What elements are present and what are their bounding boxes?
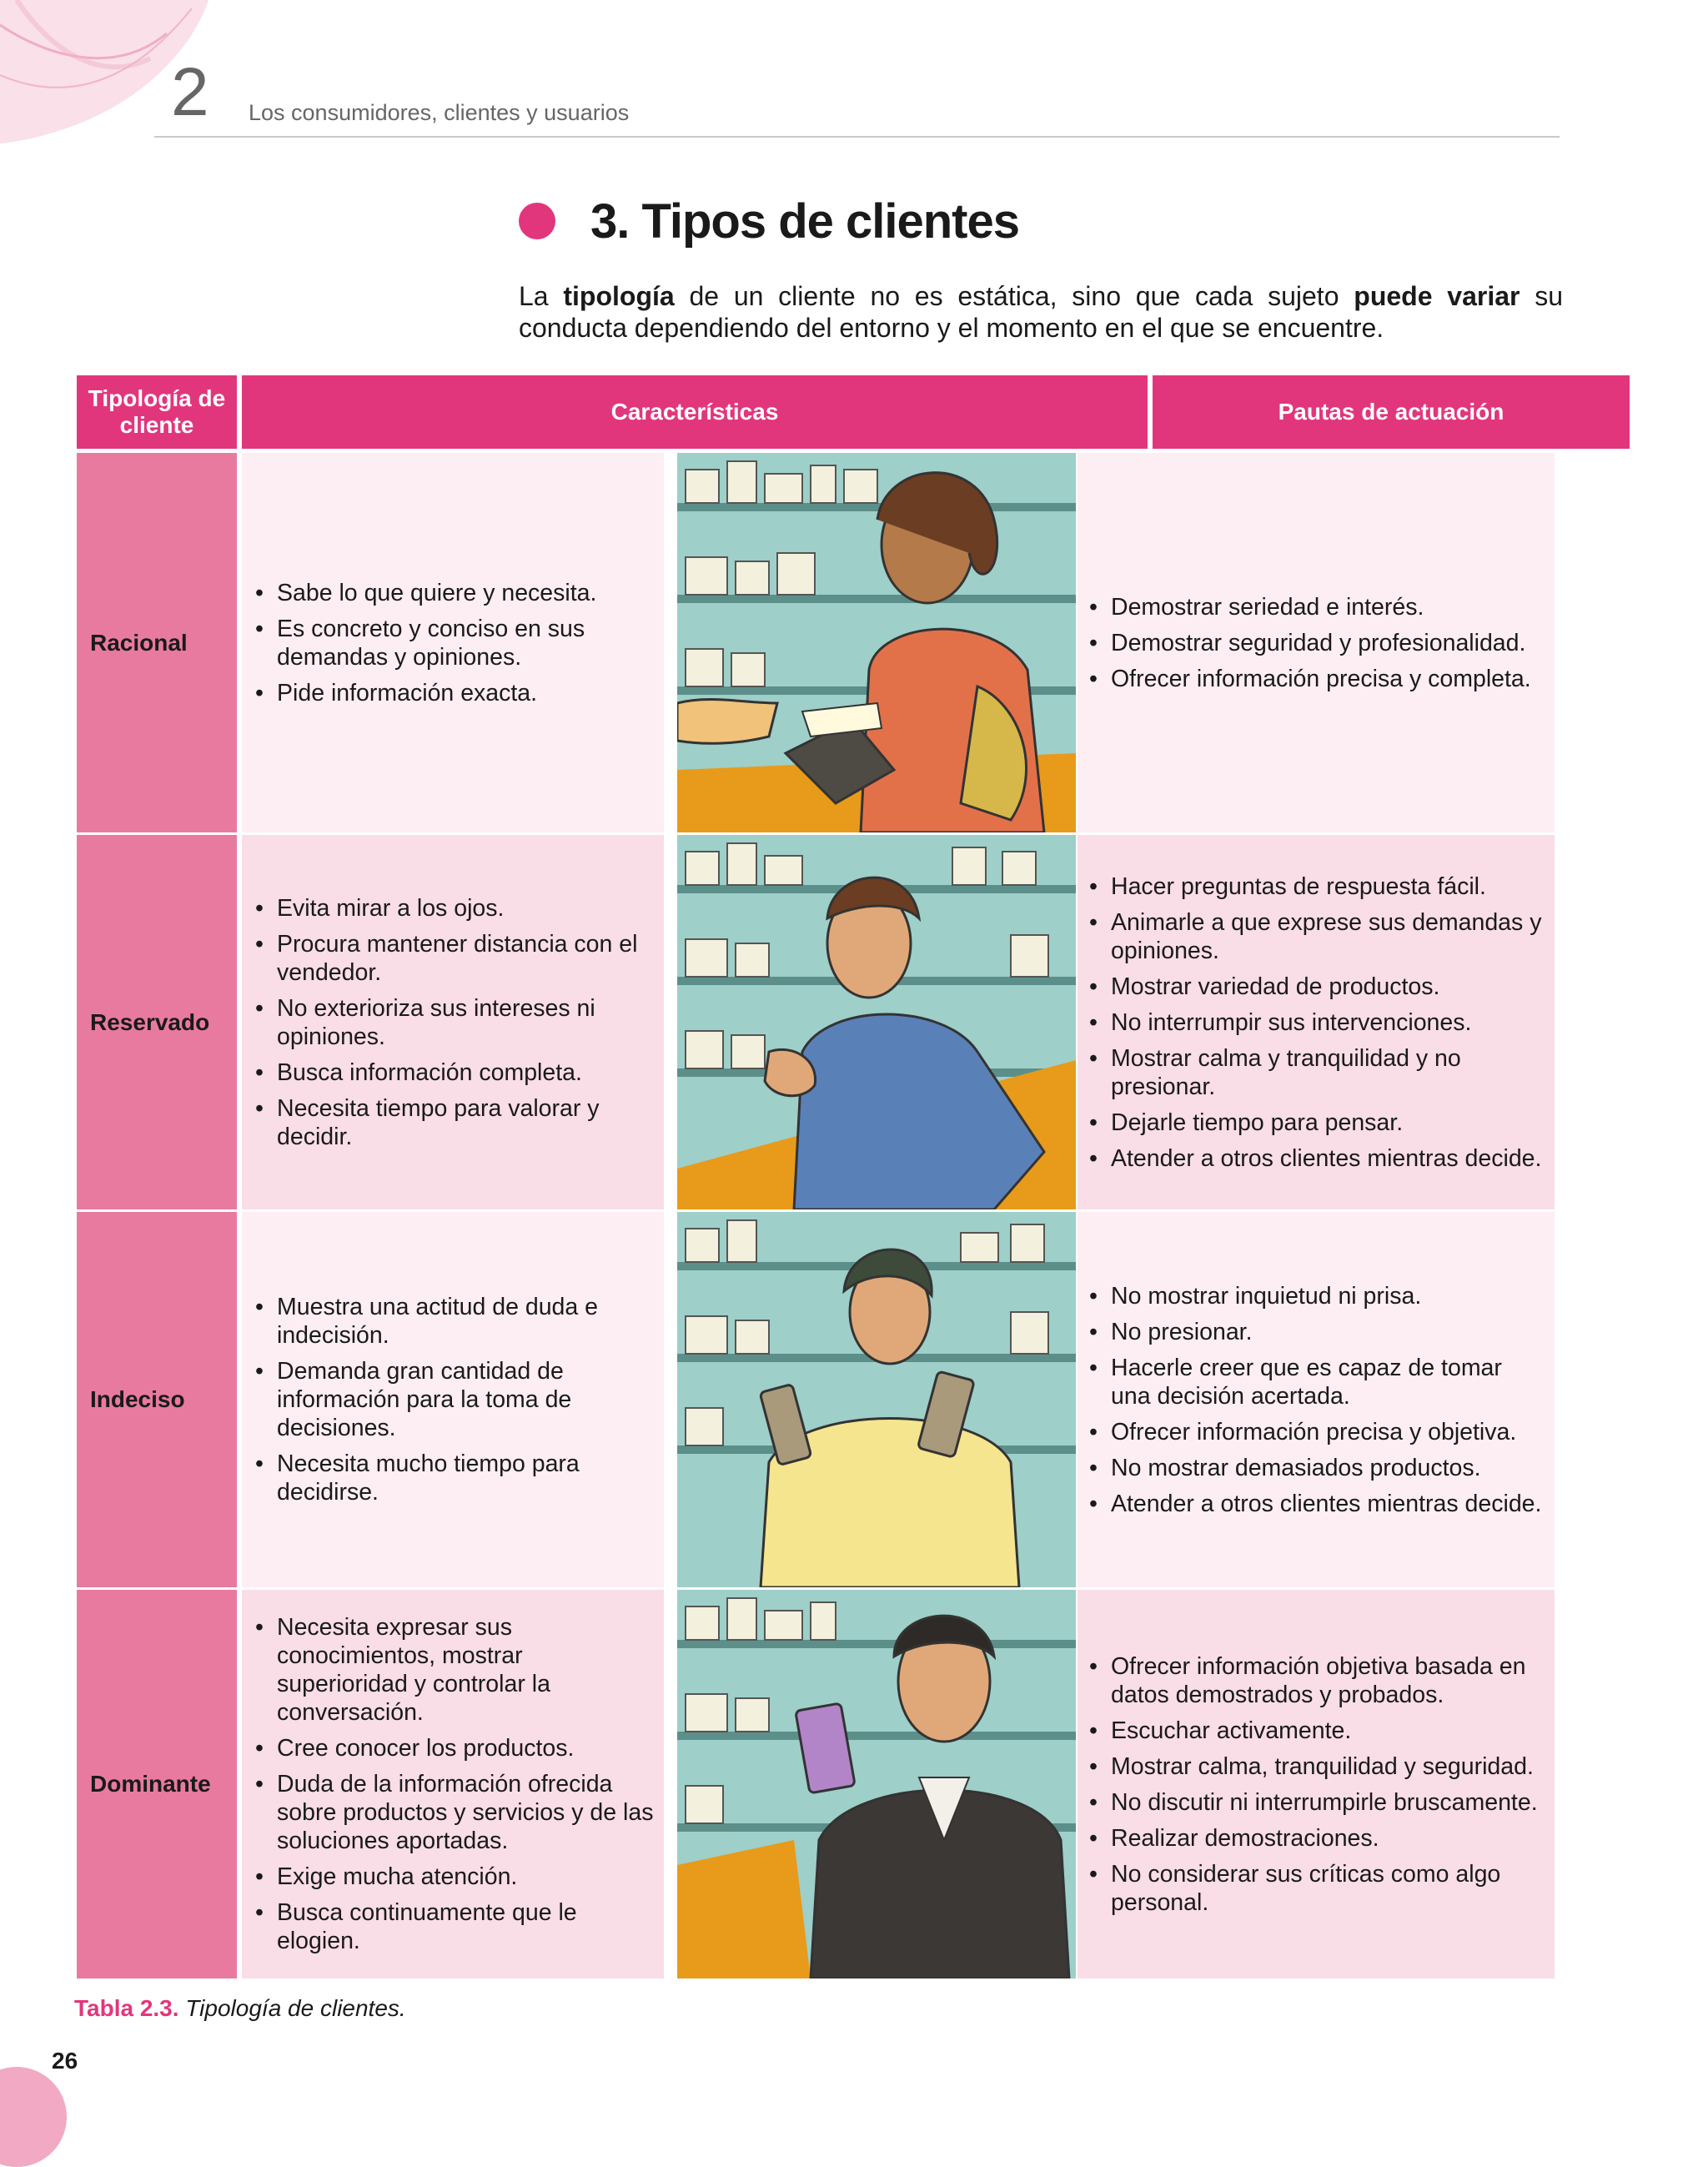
list-item: • Pide información exacta. [252, 679, 654, 707]
list-item: • Atender a otros clientes mientras decide. [1086, 1144, 1546, 1173]
characteristics-list [252, 894, 654, 1151]
actions-cell [1078, 453, 1555, 832]
section-title: 3. Tipos de clientes [590, 194, 1020, 249]
list-item: • Demanda gran cantidad de información para la toma de decisiones. [252, 1357, 654, 1442]
list-item: • No discutir ni interrumpirle bruscamente. [1086, 1788, 1546, 1817]
list-item: • Muestra una actitud de duda e indecisión. [252, 1293, 654, 1350]
list-item: • Exige mucha atención. [252, 1863, 654, 1891]
list-item: • No mostrar inquietud ni prisa. [1086, 1282, 1546, 1310]
page-number: 26 [52, 2048, 78, 2074]
caption-text: Tipología de clientes. [185, 1995, 406, 2021]
actions-cell [1078, 1212, 1555, 1587]
list-item: • Dejarle tiempo para pensar. [1086, 1109, 1546, 1137]
list-item: • Hacer preguntas de respuesta fácil. [1086, 872, 1546, 901]
list-item: • Busca información completa. [252, 1058, 654, 1087]
list-item: • Procura mantener distancia con el vendedor. [252, 930, 654, 987]
header-actions: Pautas de actuación [1153, 375, 1630, 449]
table-caption [74, 1995, 406, 2022]
list-item: • Ofrecer información precisa y objetiva. [1086, 1418, 1546, 1446]
actions-list [1086, 593, 1531, 693]
actions-list [1086, 872, 1546, 1173]
list-item: • Mostrar variedad de productos. [1086, 973, 1546, 1001]
list-item: • Demostrar seguridad y profesionalidad. [1086, 629, 1531, 657]
illustration-dominant-customer [677, 1590, 1076, 1978]
list-item: • Necesita mucho tiempo para decidirse. [252, 1450, 654, 1506]
list-item: • Necesita tiempo para valorar y decidir. [252, 1094, 654, 1151]
list-item: • No mostrar demasiados productos. [1086, 1454, 1546, 1482]
list-item: • No exterioriza sus intereses ni opiniones. [252, 994, 654, 1051]
header-characteristics: Características [242, 375, 1148, 449]
type-cell: Dominante [77, 1590, 237, 1978]
list-item: • Sabe lo que quiere y necesita. [252, 579, 654, 607]
client-types-table [75, 374, 1556, 1978]
section-bullet-icon [519, 203, 555, 239]
actions-list [1086, 1282, 1546, 1518]
actions-list [1086, 1652, 1546, 1917]
list-item: • Mostrar calma, tranquilidad y seguridad. [1086, 1752, 1546, 1781]
characteristics-list [252, 1293, 654, 1506]
chapter-title: Los consumidores, clientes y usuarios [249, 100, 630, 125]
type-cell: Racional [77, 453, 237, 832]
list-item: • Ofrecer información precisa y completa. [1086, 665, 1531, 693]
illustration-reserved-customer [677, 835, 1076, 1209]
list-item: • Realizar demostraciones. [1086, 1824, 1546, 1853]
header-type: Tipología de cliente [77, 375, 237, 449]
list-item: • Escuchar activamente. [1086, 1717, 1546, 1745]
type-cell: Reservado [77, 835, 237, 1209]
characteristics-list [252, 579, 654, 707]
list-item: • Atender a otros clientes mientras decide. [1086, 1490, 1546, 1518]
type-cell: Indeciso [77, 1212, 237, 1587]
list-item: • Duda de la información ofrecida sobre productos y servicios y de las soluciones aportadas. [252, 1770, 654, 1855]
list-item: • No considerar sus críticas como algo personal. [1086, 1860, 1546, 1917]
list-item: • Necesita expresar sus conocimientos, mostrar superioridad y controlar la conversación. [252, 1613, 654, 1727]
characteristics-list [252, 1613, 654, 1955]
list-item: • Animarle a que exprese sus demandas y opiniones. [1086, 908, 1546, 965]
list-item: • Hacerle creer que es capaz de tomar una decisión acertada. [1086, 1354, 1546, 1410]
characteristics-cell [242, 835, 664, 1209]
list-item: • Demostrar seriedad e interés. [1086, 593, 1531, 621]
illustration-undecided-customer [677, 1212, 1076, 1587]
illustration-rational-customer [677, 453, 1076, 832]
actions-cell [1078, 1590, 1555, 1978]
intro-paragraph: La tipología de un cliente no es estática, sino que cada sujeto puede variar su conducta dependiendo del entorno y el momento en el que se encuentre. [519, 281, 1564, 343]
list-item: • Es concreto y conciso en sus demandas y opiniones. [252, 615, 654, 671]
actions-cell [1078, 835, 1555, 1209]
chapter-number: 2 [171, 54, 209, 130]
intro-bold-term: tipología [563, 281, 675, 311]
list-item: • Busca continuamente que le elogien. [252, 1898, 654, 1955]
intro-bold-term: puede variar [1354, 281, 1520, 311]
list-item: • Evita mirar a los ojos. [252, 894, 654, 923]
list-item: • Ofrecer información objetiva basada en datos demostrados y probados. [1086, 1652, 1546, 1709]
characteristics-cell [242, 1212, 664, 1587]
characteristics-cell [242, 1590, 664, 1978]
header-divider [154, 136, 1560, 138]
list-item: • Cree conocer los productos. [252, 1734, 654, 1762]
list-item: • Mostrar calma y tranquilidad y no presionar. [1086, 1044, 1546, 1101]
list-item: • No presionar. [1086, 1318, 1546, 1346]
characteristics-cell [242, 453, 664, 832]
list-item: • No interrumpir sus intervenciones. [1086, 1008, 1546, 1037]
caption-label: Tabla 2.3. [74, 1995, 179, 2021]
page-corner-decoration [0, 2067, 67, 2167]
